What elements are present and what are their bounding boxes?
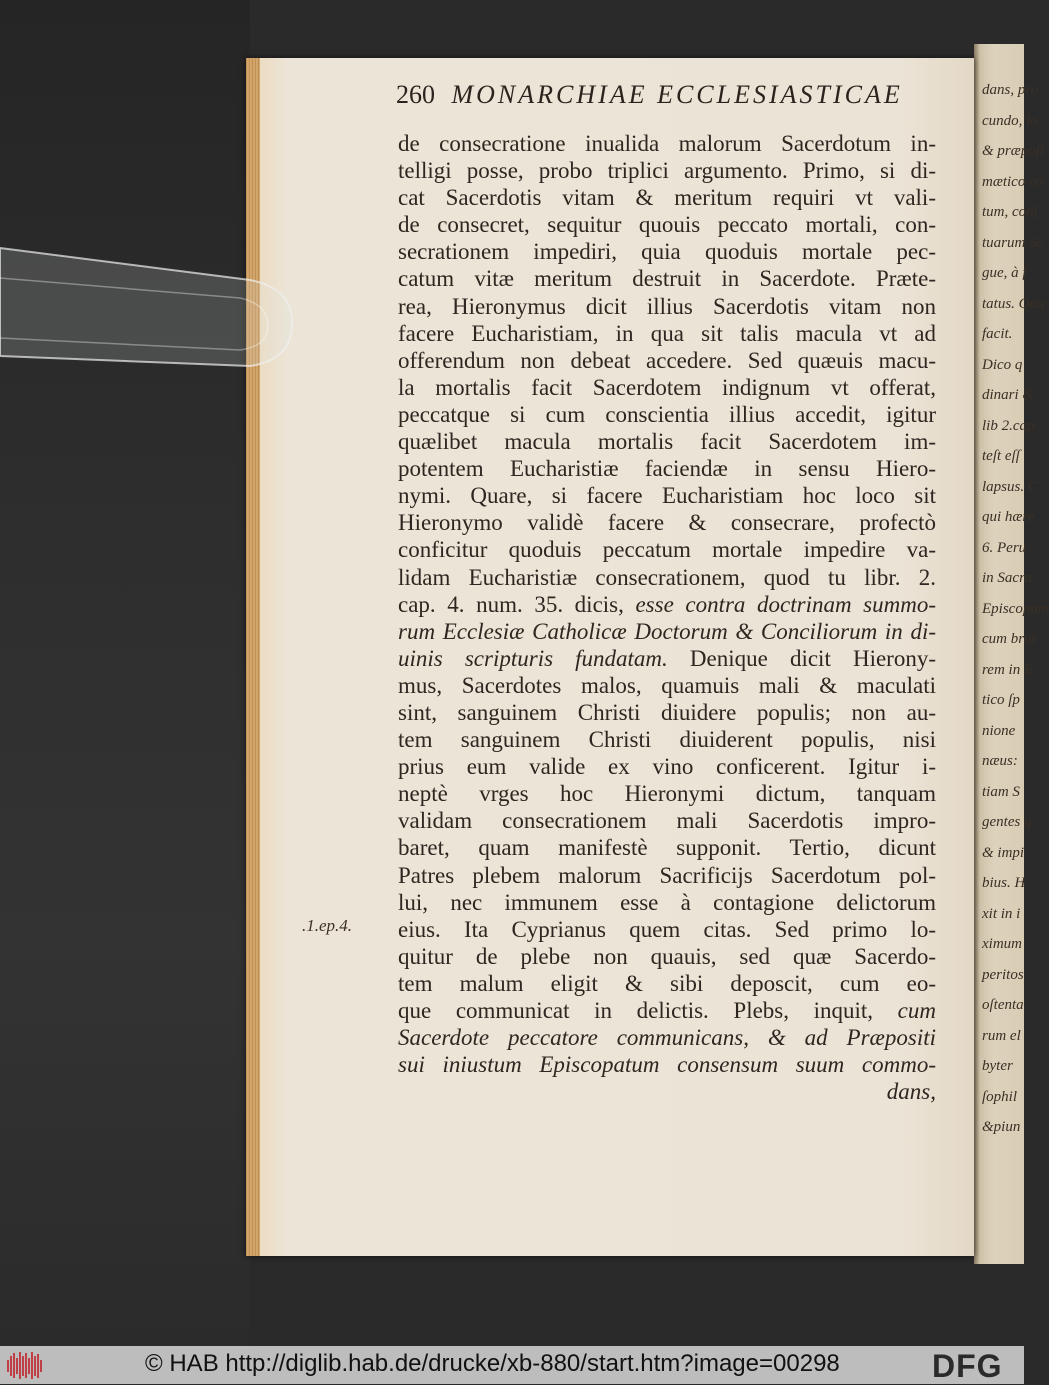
text-line — [398, 455, 936, 482]
text-line — [398, 482, 936, 509]
margin-note: .1.ep.4. — [302, 916, 353, 935]
facing-page-fragment: tatus. Qua — [982, 295, 1045, 312]
roman-text: facere Eucharistiam, in qua sit talis macula vt ad — [398, 320, 936, 346]
facing-page-fragment: cum brut — [982, 631, 1036, 647]
text-line — [398, 943, 936, 970]
copyright-link[interactable]: © HAB http://diglib.hab.de/drucke/xb-880/start.htm?image=00298 — [145, 1350, 840, 1377]
roman-text: Patres plebem malorum Sacrificijs Sacerdotum pol- — [398, 862, 936, 888]
facing-page-fragment: dinari & — [982, 387, 1035, 403]
roman-text: Hieronymo validè facere & consecrare, profectò — [398, 510, 936, 536]
facing-page-fragment: ximum — [982, 936, 1022, 952]
roman-text: lui, nec immunem esse à contagione delictorum — [398, 889, 936, 915]
text-line — [398, 889, 936, 916]
text-line — [398, 265, 936, 292]
facing-page-fragment: xit in i — [982, 905, 1021, 922]
page-number: 260 — [396, 80, 435, 109]
text-line — [398, 807, 936, 834]
facing-page-fragment: gue, à f — [982, 265, 1027, 281]
text-line — [398, 211, 936, 238]
facing-page-fragment: gentes q — [982, 814, 1032, 830]
text-line — [398, 293, 936, 320]
facing-page-fragment: mætico co — [982, 173, 1044, 190]
facing-page-fragment: bius. H — [982, 875, 1026, 891]
text-line — [398, 184, 936, 211]
facing-page-fragment: qui hære — [982, 509, 1035, 525]
footer-bar — [0, 1346, 1024, 1384]
roman-text: rea, Hieronymus dicit illius Sacerdotis vitam non — [398, 293, 936, 319]
text-line — [398, 347, 936, 374]
text-line — [398, 374, 936, 401]
roman-text: cap. 4. num. 35. dicis, — [398, 591, 636, 617]
text-line — [398, 130, 936, 157]
facing-page-fragment: & præpoſi — [982, 143, 1045, 159]
roman-text: tem malum eligit & sibi deposcit, cum eo- — [398, 970, 936, 996]
facing-page-fragment: rum el — [982, 1027, 1021, 1044]
roman-text: secrationem impediri, quia quoduis mortale pec- — [398, 239, 936, 265]
roman-text: baret, quam manifestè supponit. Tertio, dicunt — [398, 835, 936, 861]
text-line — [398, 699, 936, 726]
text-line — [398, 509, 936, 536]
facing-page-fragment: tico ſp — [982, 692, 1020, 708]
text-line — [398, 916, 936, 943]
dfg-logo: DFG — [932, 1348, 1003, 1384]
text-line — [398, 834, 936, 861]
running-header — [396, 80, 936, 110]
roman-text: conficitur quoduis peccatum mortale impedire va- — [398, 537, 936, 563]
text-line — [398, 591, 936, 618]
italic-text: cum — [897, 998, 936, 1023]
roman-text: nymi. Quare, si facere Eucharistiam hoc loco sit — [398, 483, 936, 509]
roman-text: Denique dicit Hierony- — [667, 645, 936, 671]
text-line — [398, 1024, 936, 1051]
running-head-title: MONARCHIAE ECCLESIASTICAE — [451, 80, 903, 109]
roman-text: cat Sacerdotis vitam & meritum requiri vt vali- — [398, 185, 936, 211]
facing-page-fragment: rem in E — [982, 661, 1034, 678]
hab-logo-icon — [6, 1350, 46, 1380]
page-edge — [246, 58, 260, 1256]
roman-text: que communicat in delictis. Plebs, inquit, — [398, 998, 898, 1023]
text-line — [398, 1051, 936, 1078]
facing-page-fragment: tum, conſ — [982, 204, 1038, 220]
text-line — [398, 428, 936, 455]
facing-page-fragment: lapsus. C — [982, 478, 1038, 495]
roman-text: la mortalis facit Sacerdotem indignum vt offerat, — [398, 374, 936, 400]
italic-text: rum Ecclesiæ Catholicæ Doctorum & Conciliorum in di- — [398, 618, 936, 644]
facing-page-fragment: teſt eſſ — [982, 448, 1020, 464]
roman-text: lidam Eucharistiæ consecrationem, quod tu libr. 2. — [398, 564, 936, 590]
scan-background — [0, 0, 250, 1346]
facing-page-fragment: facit. — [982, 326, 1013, 342]
text-line — [398, 780, 936, 807]
book-page — [246, 58, 974, 1256]
italic-text: esse contra doctrinam summo- — [635, 591, 936, 617]
text-line — [398, 320, 936, 347]
roman-text: sint, sanguinem Christi diuidere populis; non au- — [398, 699, 936, 725]
text-line — [398, 1078, 936, 1105]
facing-page-fragment: dans, pro — [982, 82, 1039, 98]
body-text — [398, 130, 936, 1105]
roman-text: de consecratione inualida malorum Sacerdotum in- — [398, 131, 936, 156]
facing-page-fragment: lib 2.cap — [982, 417, 1035, 434]
facing-page-fragment: &piun — [982, 1119, 1021, 1135]
facing-page-fragment: cundo, lo — [982, 112, 1038, 129]
roman-text: catum vitæ meritum destruit in Sacerdote. Præte- — [398, 266, 936, 292]
facing-page-fragment: Dico q — [982, 356, 1023, 373]
facing-page-fragment: & impi — [982, 844, 1025, 861]
roman-text: eius. Ita Cyprianus quem citas. Sed primo lo- — [398, 916, 936, 942]
roman-text: validam consecrationem mali Sacerdotis impro- — [398, 808, 936, 834]
text-line — [398, 564, 936, 591]
text-line — [398, 970, 936, 997]
roman-text: quælibet macula mortalis facit Sacerdotem im- — [398, 429, 936, 455]
facing-page-fragment: tiam S — [982, 783, 1020, 800]
text-line — [398, 536, 936, 563]
text-line — [398, 157, 936, 184]
text-line — [398, 672, 936, 699]
text-line — [398, 997, 936, 1024]
facing-page-fragment: ſophil — [982, 1088, 1018, 1105]
text-line — [398, 618, 936, 645]
roman-text: tem sanguinem Christi diuiderent populis, nisi — [398, 727, 936, 753]
roman-text: telligi posse, probo triplici argumento. Primo, si di- — [398, 158, 936, 184]
roman-text: mus, Sacerdotes malos, quamuis mali & maculati — [398, 672, 936, 698]
text-line — [398, 401, 936, 428]
facing-page-fragment: tuarum Sc — [982, 234, 1044, 251]
roman-text: neptè vrges hoc Hieronymi dictum, tanquam — [398, 781, 936, 807]
roman-text: offerendum non debeat accedere. Sed quæuis macu- — [398, 347, 936, 373]
facing-page-fragment: nione — [982, 722, 1016, 739]
roman-text: quitur de plebe non quauis, sed quæ Sacerdo- — [398, 943, 936, 969]
text-line — [398, 238, 936, 265]
facing-page-fragment: næus: — [982, 753, 1018, 769]
facing-page-fragment: peritos — [982, 966, 1024, 983]
facing-page-fragment: Episcopum — [982, 600, 1049, 617]
text-line — [398, 726, 936, 753]
italic-text: Sacerdote peccatore communicans, & ad Præpositi — [398, 1025, 936, 1051]
facing-page-fragment: in Sacra — [982, 570, 1033, 586]
text-line — [398, 753, 936, 780]
roman-text: de consecret, sequitur quouis peccato mortali, con- — [398, 212, 936, 238]
text-line — [398, 645, 936, 672]
roman-text: prius eum valide ex vino conficerent. Igitur i- — [398, 754, 936, 780]
facing-page — [974, 44, 1049, 1264]
roman-text: peccatque si cum conscientia illius accedit, igitur — [398, 401, 936, 427]
facing-page-fragment: byter — [982, 1058, 1013, 1074]
facing-page-fragment: 6. Peru — [982, 539, 1027, 556]
italic-text: uinis scripturis fundatam. — [398, 645, 668, 671]
facing-page-fragment: oſtenta — [982, 997, 1024, 1013]
text-line — [398, 862, 936, 889]
italic-text: dans, — [886, 1079, 936, 1105]
italic-text: sui iniustum Episcopatum consensum suum commo- — [398, 1052, 936, 1078]
roman-text: potentem Eucharistiæ faciendæ in sensu Hiero- — [398, 456, 936, 482]
